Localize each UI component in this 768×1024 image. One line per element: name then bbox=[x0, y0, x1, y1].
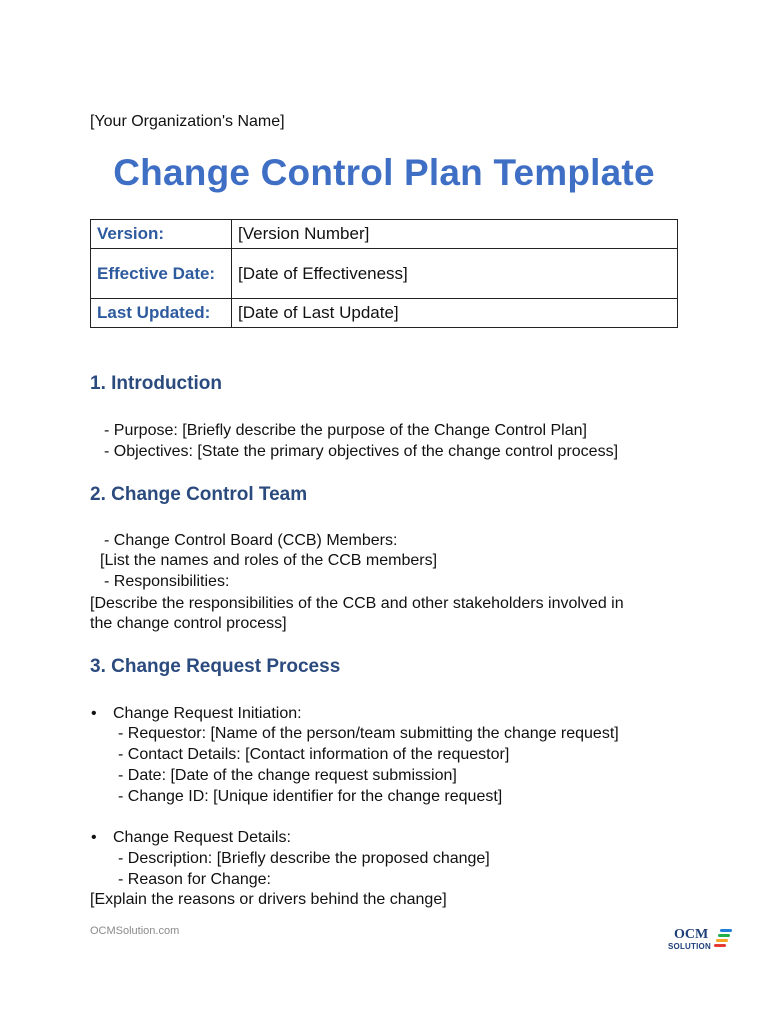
effective-date-value: [Date of Effectiveness] bbox=[232, 249, 678, 299]
bullet-icon: • bbox=[91, 705, 97, 722]
logo-bar-green bbox=[718, 934, 730, 937]
initiation-requestor-line: - Requestor: [Name of the person/team submitting the change request] bbox=[118, 725, 619, 742]
section-heading-change-request-process: 3. Change Request Process bbox=[90, 656, 341, 677]
team-responsibilities-line: - Responsibilities: bbox=[104, 573, 230, 590]
details-bullet-label: Change Request Details: bbox=[113, 829, 291, 846]
effective-date-label: Effective Date: bbox=[91, 249, 232, 299]
last-updated-value: [Date of Last Update] bbox=[232, 299, 678, 328]
footer-website: OCMSolution.com bbox=[90, 925, 180, 937]
logo-text: OCM bbox=[674, 927, 709, 942]
initiation-date-line: - Date: [Date of the change request submission] bbox=[118, 767, 457, 784]
table-row bbox=[91, 220, 678, 249]
team-responsibilities-text-cont: the change control process] bbox=[90, 615, 287, 632]
team-ccb-list-line: [List the names and roles of the CCB members] bbox=[100, 552, 438, 569]
bullet-icon: • bbox=[91, 829, 97, 846]
details-reason-line: - Reason for Change: bbox=[118, 871, 271, 888]
intro-purpose-line: - Purpose: [Briefly describe the purpose of the Change Control Plan] bbox=[104, 422, 587, 439]
logo-bar-blue bbox=[720, 929, 732, 932]
initiation-change-id-line: - Change ID: [Unique identifier for the change request] bbox=[118, 788, 503, 805]
details-description-line: - Description: [Briefly describe the proposed change] bbox=[118, 850, 490, 867]
document-info-table bbox=[90, 219, 678, 328]
version-label: Version: bbox=[91, 220, 232, 249]
logo-subtext: SOLUTION bbox=[668, 942, 711, 951]
logo-bar-orange bbox=[716, 939, 728, 942]
table-row bbox=[91, 299, 678, 328]
initiation-bullet-label: Change Request Initiation: bbox=[113, 705, 302, 722]
version-value: [Version Number] bbox=[232, 220, 678, 249]
logo-bar-red bbox=[714, 944, 726, 947]
section-heading-introduction: 1. Introduction bbox=[90, 373, 222, 394]
organization-name: [Your Organization's Name] bbox=[90, 113, 285, 130]
section-heading-change-control-team: 2. Change Control Team bbox=[90, 484, 308, 505]
ocm-solution-logo bbox=[668, 927, 736, 953]
intro-objectives-line: - Objectives: [State the primary objectives of the change control process] bbox=[104, 443, 619, 460]
last-updated-label: Last Updated: bbox=[91, 299, 232, 328]
team-ccb-members-line: - Change Control Board (CCB) Members: bbox=[104, 532, 398, 549]
team-responsibilities-text: [Describe the responsibilities of the CCB and other stakeholders involved in bbox=[90, 595, 624, 612]
details-reason-text: [Explain the reasons or drivers behind the change] bbox=[90, 891, 447, 908]
table-row bbox=[91, 249, 678, 299]
document-title: Change Control Plan Template bbox=[113, 152, 655, 193]
initiation-contact-line: - Contact Details: [Contact information of the requestor] bbox=[118, 746, 510, 763]
